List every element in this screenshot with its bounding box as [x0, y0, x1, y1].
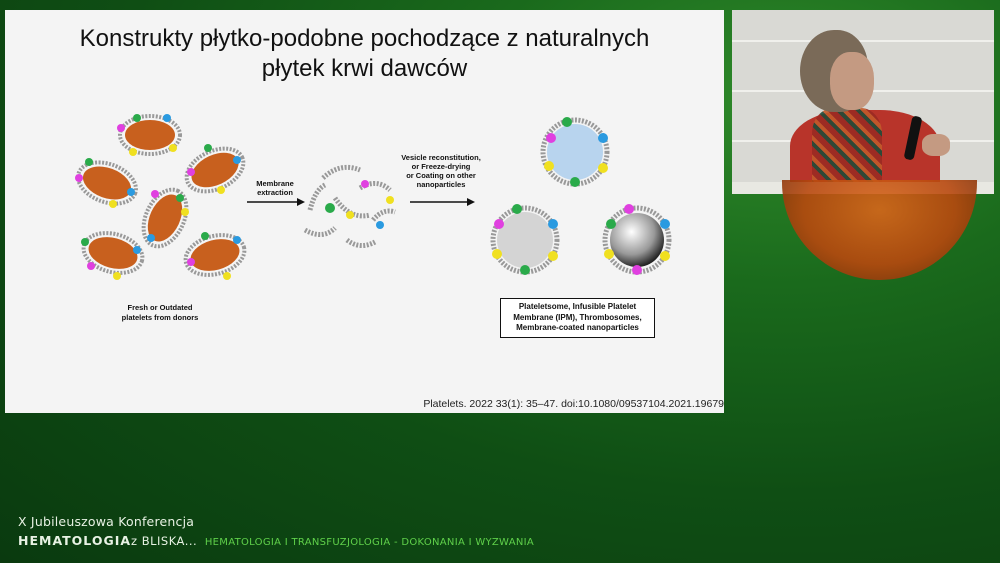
- brand-sub: z BLISKA...: [131, 534, 198, 548]
- conference-brand-line: [18, 533, 534, 548]
- conference-footer: [18, 514, 534, 548]
- presentation-slide: [5, 10, 724, 413]
- donor-label-line-1: Fresh or Outdated: [127, 303, 193, 312]
- donor-platelet: [72, 155, 141, 211]
- step-2-label-line-3: or Coating on other: [406, 171, 476, 180]
- speaker-hand: [922, 134, 950, 156]
- wall-panel-line: [732, 40, 994, 42]
- speaker-video: [732, 10, 994, 194]
- donor-label-line-2: platelets from donors: [121, 313, 199, 322]
- decorative-orb: [782, 180, 977, 280]
- step-2-label-line-1: Vesicle reconstitution,: [401, 153, 481, 162]
- step-1-label-line-2: extraction: [257, 188, 293, 197]
- step-1-label-line-1: Membrane: [256, 179, 294, 188]
- arrow-1-head: [297, 198, 305, 206]
- product-vesicle-gray: [492, 204, 558, 275]
- brand-name: HEMATOLOGIA: [18, 533, 132, 548]
- slide-title-line-1: Konstrukty płytko-podobne pochodzące z naturalnych: [79, 25, 650, 52]
- donor-platelet: [180, 140, 250, 200]
- product-vesicle-blue: [543, 117, 608, 187]
- products-caption-line-3: Membrane-coated nanoparticles: [516, 323, 639, 332]
- donor-platelet: [135, 183, 195, 253]
- slide-title-line-2: płytek krwi dawców: [261, 55, 468, 82]
- conference-tagline: HEMATOLOGIA I TRANSFUZJOLOGIA - DOKONANIA I WYZWANIA: [204, 537, 535, 548]
- donor-platelet: [181, 229, 249, 281]
- products-caption-line-2: Membrane (IPM), Thrombosomes,: [513, 312, 642, 322]
- slide-title: [5, 24, 724, 84]
- donor-platelets: [72, 114, 250, 281]
- products-caption-box: [500, 298, 655, 338]
- products-caption-line-1: Plateletsome, Infusible Platelet: [518, 302, 637, 311]
- donor-platelet: [79, 227, 147, 280]
- product-coated-nanoparticle: [604, 204, 670, 275]
- membrane-fragments: [305, 167, 395, 245]
- donor-platelet: [117, 114, 180, 156]
- arrow-2-head: [467, 198, 475, 206]
- speaker-face: [830, 52, 874, 110]
- slide-citation: Platelets. 2022 33(1): 35–47. doi:10.1080/09537104.2021.19679: [423, 398, 724, 410]
- conference-name: X Jubileuszowa Konferencja: [18, 514, 195, 529]
- step-2-label-line-2: or Freeze-drying: [411, 162, 471, 171]
- step-2-label-line-4: nanoparticles: [416, 180, 466, 189]
